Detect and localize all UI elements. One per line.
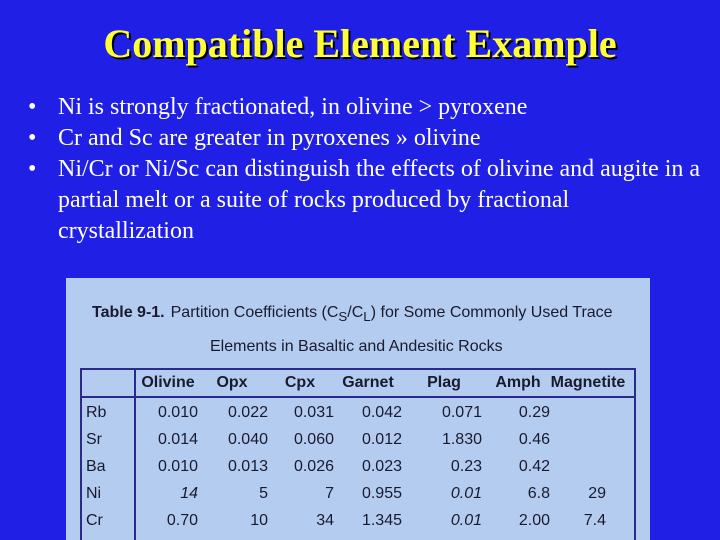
table-cell: 0.013 — [227, 458, 268, 475]
column-header-cpx: Cpx — [284, 374, 316, 391]
table-cell: 0.42 — [518, 458, 550, 475]
table-cell: 0.031 — [293, 404, 334, 421]
table-caption-line1 — [66, 298, 650, 332]
row-label-ba: Ba — [86, 458, 106, 475]
table-cell: 34 — [316, 512, 334, 529]
table-cell: 0.012 — [361, 431, 402, 448]
caption-text-pre: Partition Coefficients (C — [170, 304, 339, 321]
column-header-magnetite: Magnetite — [550, 374, 626, 391]
caption-subscript-l: L — [363, 309, 371, 325]
table-cell: 0.014 — [157, 431, 198, 448]
bullet-dot: • — [28, 94, 37, 120]
slide-title: Compatible Element Example — [103, 21, 617, 66]
row-label-cr: Cr — [86, 512, 103, 529]
bullet-text: Ni is strongly fractionated, in olivine > pyroxene — [58, 94, 528, 120]
table-cell: 0.70 — [166, 512, 198, 529]
table-cell: 7.4 — [583, 512, 606, 529]
table-cell: 1.830 — [441, 431, 482, 448]
partition-coefficient-table-figure — [66, 278, 650, 540]
table-caption — [66, 298, 650, 362]
bullet-dot: • — [28, 156, 37, 182]
column-header-olivine: Olivine — [141, 374, 195, 391]
table-cell: 29 — [588, 485, 606, 502]
table-cell: 6.8 — [527, 485, 550, 502]
column-header-opx: Opx — [216, 374, 248, 391]
caption-text-mid: /C — [347, 304, 364, 321]
coefficient-table — [80, 368, 636, 540]
table-cell: 0.060 — [293, 431, 334, 448]
table-cell: 0.955 — [361, 485, 402, 502]
table-cell: 14 — [180, 485, 198, 502]
column-header-plag: Plag — [427, 374, 461, 391]
table-cell: 0.010 — [157, 404, 198, 421]
table-cell: 0.23 — [450, 458, 482, 475]
table-cell: 10 — [250, 512, 268, 529]
table-cell: 0.026 — [293, 458, 334, 475]
column-header-amph: Amph — [495, 374, 541, 391]
bullet-item — [28, 154, 708, 247]
table-cell: 2.00 — [518, 512, 550, 529]
row-label-sr: Sr — [86, 431, 102, 448]
table-cell: 0.071 — [441, 404, 482, 421]
column-header-garnet: Garnet — [342, 374, 394, 391]
caption-subscript-s: S — [338, 309, 348, 325]
table-number: Table 9-1. — [92, 304, 165, 321]
table-cell: 0.46 — [518, 431, 550, 448]
bullet-item — [28, 92, 708, 123]
table-caption-line2: Elements in Basaltic and Andesitic Rocks — [210, 338, 503, 356]
table-cell: 0.01 — [450, 485, 482, 502]
table-cell: 5 — [259, 485, 268, 502]
table-cell: 1.345 — [361, 512, 402, 529]
table-cell: 0.022 — [227, 404, 268, 421]
row-label-ni: Ni — [86, 485, 102, 502]
bullet-dot: • — [28, 125, 37, 151]
table-cell: 0.040 — [227, 431, 268, 448]
table-cell: 0.29 — [518, 404, 550, 421]
table-cell: 0.010 — [157, 458, 198, 475]
bullet-list — [28, 92, 708, 247]
table-cell: 7 — [325, 485, 334, 502]
bullet-item — [28, 123, 708, 154]
table-cell: 0.023 — [361, 458, 402, 475]
table-cell: 0.042 — [361, 404, 402, 421]
bullet-text: Ni/Cr or Ni/Sc can distinguish the effects of olivine and augite in a partial melt or a suite of rocks produced by fractional crystallization — [58, 156, 701, 244]
row-label-rb: Rb — [86, 404, 107, 421]
caption-text-post: ) for Some Commonly Used Trace — [370, 304, 613, 321]
table-cell: 0.01 — [450, 512, 482, 529]
bullet-text: Cr and Sc are greater in pyroxenes » olivine — [58, 125, 481, 151]
